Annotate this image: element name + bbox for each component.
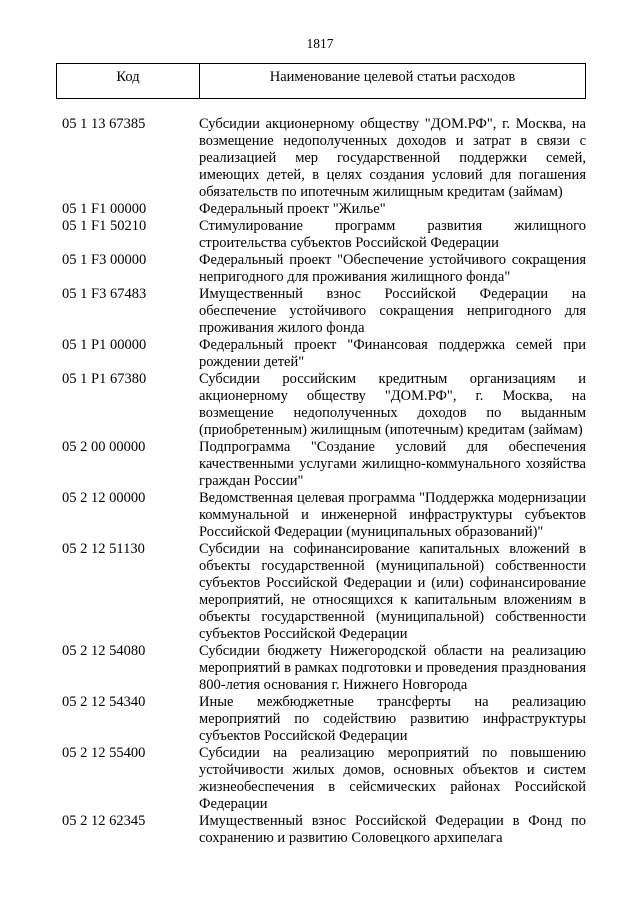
row-name: Подпрограмма "Создание условий для обеспечения качественными услугами жилищно-коммунального хозяйства граждан России" (199, 439, 586, 489)
row-code: 05 2 12 62345 (62, 813, 146, 829)
row-name: Субсидии на реализацию мероприятий по повышению устойчивости жилых домов, основных объектов и систем жизнеобеспечения в сейсмических районах Российской Федерации (199, 745, 586, 812)
row-name: Субсидии российским кредитным организациям и акционерному обществу "ДОМ.РФ", г. Москва, на возмещение недополученных доходов по выданным (приобретенным) жилищным (ипотечным) кредитам (займам) (199, 371, 586, 438)
table-row (62, 813, 586, 847)
row-code: 05 1 F1 50210 (62, 218, 147, 234)
row-code: 05 2 00 00000 (62, 439, 146, 455)
row-code: 05 2 12 54340 (62, 694, 146, 710)
row-name: Иные межбюджетные трансферты на реализацию мероприятий по содействию развитию инфраструктуры субъектов Российской Федерации (199, 694, 586, 744)
column-header-name: Наименование целевой статьи расходов (269, 69, 516, 85)
table-row (62, 745, 586, 813)
table-row (62, 694, 586, 745)
row-code: 05 1 13 67385 (62, 116, 146, 132)
row-name: Федеральный проект "Жилье" (199, 201, 386, 217)
row-name: Субсидии на софинансирование капитальных вложений в объекты государственной (муниципальной) собственности субъектов Российской Федерации и (или) софинансирование мероприятий, не относящихся к капитальным вложениям в объекты государственной (муниципальной) собственности субъектов Российской Федерации (199, 541, 586, 642)
table-row (62, 439, 586, 490)
row-code: 05 1 F3 67483 (62, 286, 147, 302)
table-row (62, 116, 586, 201)
row-code: 05 1 P1 00000 (62, 337, 147, 353)
row-name: Субсидии акционерному обществу "ДОМ.РФ", г. Москва, на возмещение недополученных доходов и затрат в связи с реализацией мер государственной поддержки семей, имеющих детей, в целях создания условий для погашения обязательств по ипотечным жилищным кредитам (займам) (199, 116, 586, 200)
table-row (62, 286, 586, 337)
table-header (56, 63, 586, 99)
row-name: Стимулирование программ развития жилищного строительства субъектов Российской Федерации (199, 218, 586, 251)
row-code: 05 2 12 51130 (62, 541, 145, 557)
page-number: 1817 (306, 36, 334, 51)
row-code: 05 2 12 00000 (62, 490, 146, 506)
table-row (62, 201, 586, 218)
row-code: 05 2 12 55400 (62, 745, 146, 761)
table-row (62, 252, 586, 286)
row-name: Субсидии бюджету Нижегородской области на реализацию мероприятий в рамках подготовки и проведения празднования 800-летия основания г. Нижнего Новгорода (199, 643, 586, 693)
column-header-code: Код (57, 64, 200, 98)
table-row (62, 643, 586, 694)
table-row (62, 371, 586, 439)
table-row (62, 218, 586, 252)
row-name: Имущественный взнос Российской Федерации на обеспечение устойчивого сокращения непригодного для проживания жилого фонда (199, 286, 586, 336)
row-name: Федеральный проект "Финансовая поддержка семей при рождении детей" (199, 337, 586, 370)
table-row (62, 541, 586, 643)
row-code: 05 2 12 54080 (62, 643, 146, 659)
table-row (62, 490, 586, 541)
row-name: Имущественный взнос Российской Федерации в Фонд по сохранению и развитию Соловецкого архипелага (199, 813, 586, 846)
row-code: 05 1 F3 00000 (62, 252, 147, 268)
row-name: Федеральный проект "Обеспечение устойчивого сокращения непригодного для проживания жилищного фонда" (199, 252, 586, 285)
table-body (62, 116, 586, 847)
table-row (62, 337, 586, 371)
row-code: 05 1 F1 00000 (62, 201, 147, 217)
row-name: Ведомственная целевая программа "Поддержка модернизации коммунальной и инженерной инфраструктуры субъектов Российской Федерации (муниципальных образований)" (199, 490, 586, 540)
row-code: 05 1 P1 67380 (62, 371, 147, 387)
